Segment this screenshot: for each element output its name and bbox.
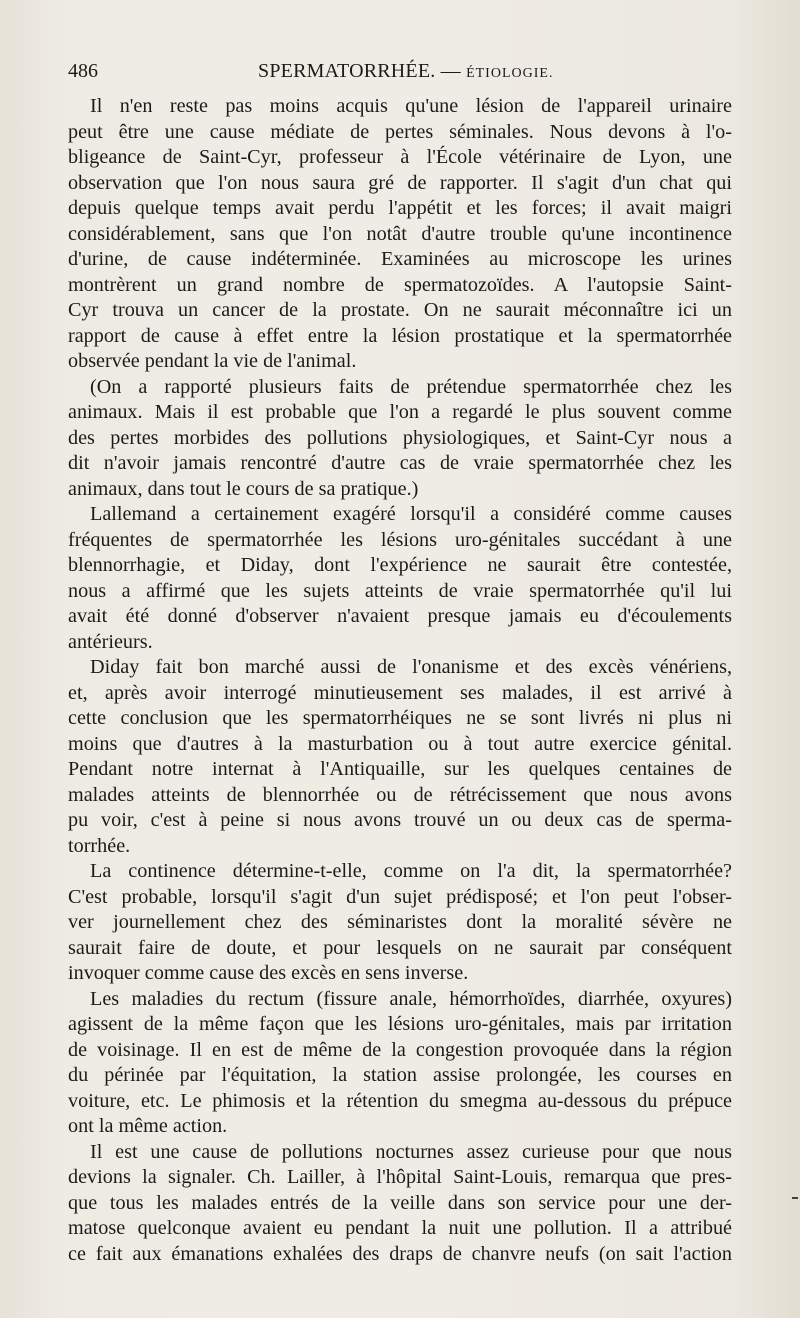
page-header [68, 58, 732, 86]
text-line: moins que d'autres à la masturbation ou à tout autre exercice génital. [68, 732, 732, 755]
text-line: saurait faire de doute, et pour lesquels on ne saurait par conséquent [68, 936, 732, 959]
text-line: observée pendant la vie de l'animal. [68, 350, 357, 372]
text-line: C'est probable, lorsqu'il s'agit d'un sujet prédisposé; et l'on peut l'obser- [68, 885, 732, 908]
text-line: et, après avoir interrogé minutieusement ses malades, il est arrivé à [68, 681, 732, 704]
text-line: nous a affirmé que les sujets atteints de vraie spermatorrhée qu'il lui [68, 579, 732, 602]
text-line: (On a rapporté plusieurs faits de prétendue spermatorrhée chez les [90, 375, 732, 398]
text-line: Pendant notre internat à l'Antiquaille, sur les quelques centaines de [68, 758, 732, 780]
scan-edge-mark [792, 1197, 798, 1199]
text-line: peut être une cause médiate de pertes séminales. Nous devons à l'o- [68, 120, 732, 143]
text-line: de voisinage. Il en est de même de la congestion provoquée dans la région [68, 1038, 732, 1061]
text-line: Lallemand a certainement exagéré lorsqu'il a considéré comme causes [90, 503, 732, 525]
text-line: antérieurs. [68, 630, 153, 653]
text-line: montrèrent un grand nombre de spermatozoïdes. A l'autopsie Saint- [68, 273, 732, 296]
text-line: pu voir, c'est à peine si nous avons trouvé un ou deux cas de sperma- [68, 809, 732, 831]
running-title-main: SPERMATORRHÉE. — [258, 60, 461, 82]
text-line: considérablement, sans que l'on notât d'autre trouble qu'une incontinence [68, 222, 732, 245]
text-line: du périnée par l'équitation, la station assise prolongée, les courses en [68, 1064, 732, 1086]
text-line: animaux. Mais il est probable que l'on a regardé le plus souvent comme [68, 401, 732, 423]
text-line: Il n'en reste pas moins acquis qu'une lésion de l'appareil urinaire [90, 95, 732, 117]
text-line: torrhée. [68, 834, 131, 857]
text-line: fréquentes de spermatorrhée les lésions uro-génitales succédant à une [68, 528, 732, 551]
text-line: ver journellement chez des séminaristes dont la moralité sévère ne [68, 911, 732, 933]
text-line: ont la même action. [68, 1115, 228, 1137]
text-line: Les maladies du rectum (fissure anale, hémorrhoïdes, diarrhée, oxyures) [90, 987, 732, 1010]
text-line: Diday fait bon marché aussi de l'onanisme et des excès vénériens, [90, 656, 732, 678]
text-line: voiture, etc. Le phimosis et la rétention du smegma au-dessous du prépuce [68, 1089, 732, 1112]
text-line: malades atteints de blennorrhée ou de rétrécissement que nous avons [68, 783, 732, 806]
text-line: animaux, dans tout le cours de sa pratique.) [68, 477, 419, 500]
text-line: dit n'avoir jamais rencontré d'autre cas de vraie spermatorrhée chez les [68, 452, 732, 474]
text-line: devions la signaler. Ch. Lailler, à l'hôpital Saint-Louis, remarqua que pres- [68, 1166, 732, 1188]
text-line: rapport de cause à effet entre la lésion prostatique et la spermatorrhée [68, 324, 732, 347]
text-line: cette conclusion que les spermatorrhéiques ne se sont livrés ni plus ni [68, 707, 732, 729]
text-line: blennorrhagie, et Diday, dont l'expérience ne saurait être contestée, [68, 554, 732, 576]
text-line: invoquer comme cause des excès en sens inverse. [68, 962, 469, 984]
text-line: La continence détermine-t-elle, comme on l'a dit, la spermatorrhée? [90, 860, 732, 882]
text-line: bligeance de Saint-Cyr, professeur à l'École vétérinaire de Lyon, une [68, 146, 732, 168]
running-title-section: ÉTIOLOGIE. [466, 66, 554, 81]
text-line: depuis quelque temps avait perdu l'appétit et les forces; il avait maigri [68, 197, 732, 219]
text-line: Cyr trouva un cancer de la prostate. On ne saurait méconnaître ici un [68, 299, 732, 321]
body-text [68, 94, 732, 1267]
running-title [258, 60, 553, 83]
text-line: que tous les malades entrés de la veille dans son service pour une der- [68, 1191, 732, 1214]
text-line: agissent de la même façon que les lésions uro-génitales, mais par irritation [68, 1013, 732, 1035]
text-line: des pertes morbides des pollutions physiologiques, et Saint-Cyr nous a [68, 426, 732, 449]
text-line: ce fait aux émanations exhalées des draps de chanvre neufs (on sait l'action [68, 1242, 732, 1265]
text-line: matose quelconque avaient eu pendant la nuit une pollution. Il a attribué [68, 1217, 732, 1239]
text-line: avait été donné d'observer n'avaient presque jamais eu d'écoulements [68, 605, 732, 627]
text-line: Il est une cause de pollutions nocturnes assez curieuse pour que nous [90, 1140, 732, 1163]
text-line: observation que l'on nous saura gré de rapporter. Il s'agit d'un chat qui [68, 171, 732, 194]
page-number: 486 [68, 60, 98, 82]
text-line: d'urine, de cause indéterminée. Examinées au microscope les urines [68, 248, 732, 270]
